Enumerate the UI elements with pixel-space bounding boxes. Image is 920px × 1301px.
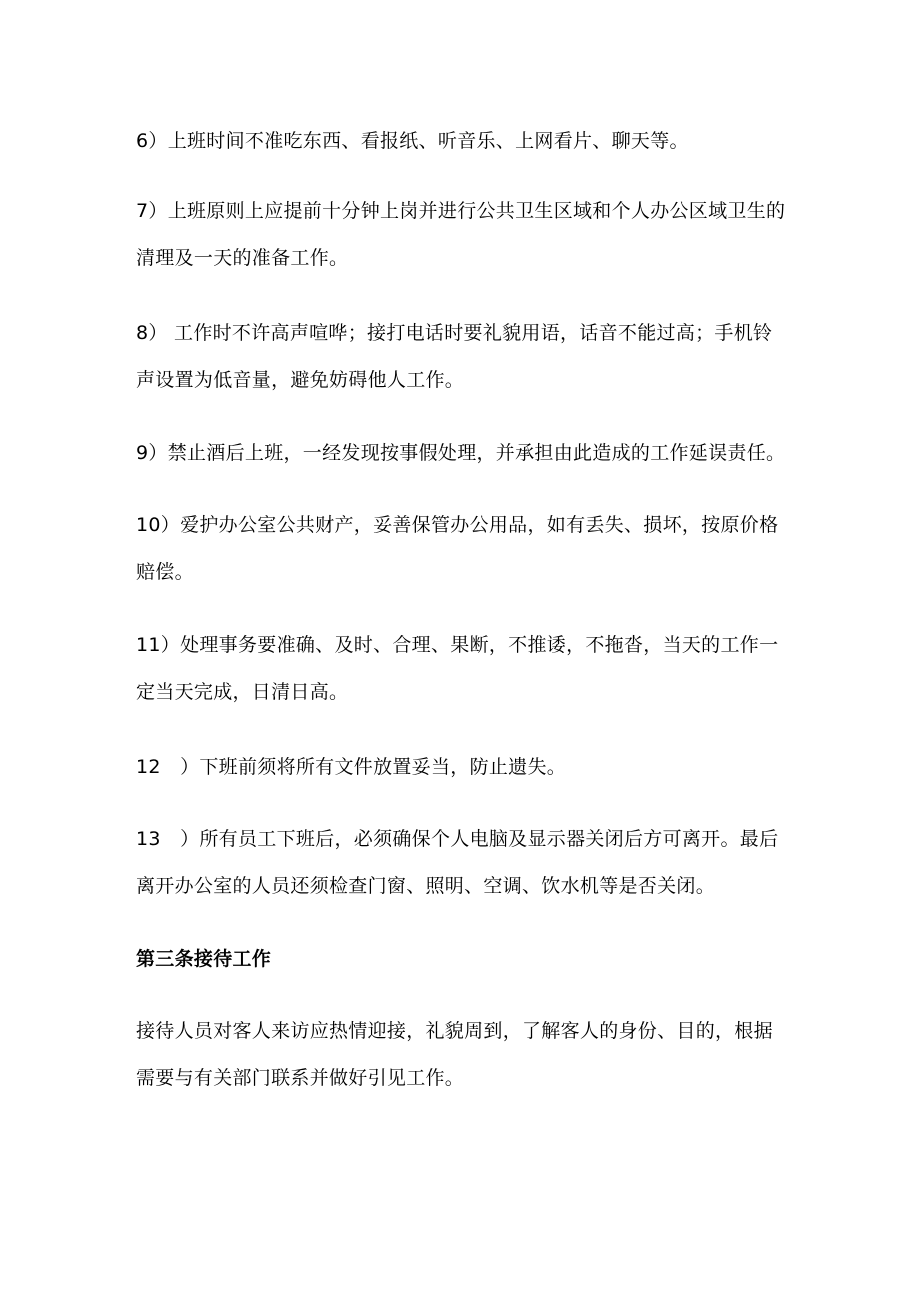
- rule-item-7: 7）上班原则上应提前十分钟上岗并进行公共卫生区域和个人办公区域卫生的清理及一天的准备工作。: [136, 200, 786, 269]
- rule-item-10: 10）爱护办公室公共财产，妥善保管办公用品，如有丢失、损坏，按原价格赔偿。: [136, 514, 779, 583]
- rule-item-8: 8） 工作时不许高声喧哗；接打电话时要礼貌用语，话音不能过高；手机铃声设置为低音量，避免妨碍他人工作。: [136, 322, 773, 391]
- rule-item-9: 9）禁止酒后上班，一经发现按事假处理，并承担由此造成的工作延误责任。: [136, 442, 786, 464]
- reception-paragraph: 接待人员对客人来访应热情迎接，礼貌周到，了解客人的身份、目的，根据需要与有关部门联系并做好引见工作。: [136, 1020, 773, 1089]
- section-heading: 第三条接待工作: [136, 948, 272, 970]
- rule-item-6: 6）上班时间不准吃东西、看报纸、听音乐、上网看片、聊天等。: [136, 130, 689, 152]
- rule-item-11: 11）处理事务要准确、及时、合理、果断，不推诿，不拖沓，当天的工作一定当天完成，日清日高。: [136, 634, 779, 703]
- rule-item-12: 12 ）下班前须将所有文件放置妥当，防止遗失。: [136, 756, 567, 778]
- rule-item-13: 13 ）所有员工下班后，必须确保个人电脑及显示器关闭后方可离开。最后离开办公室的人员还须检查门窗、照明、空调、饮水机等是否关闭。: [136, 828, 779, 897]
